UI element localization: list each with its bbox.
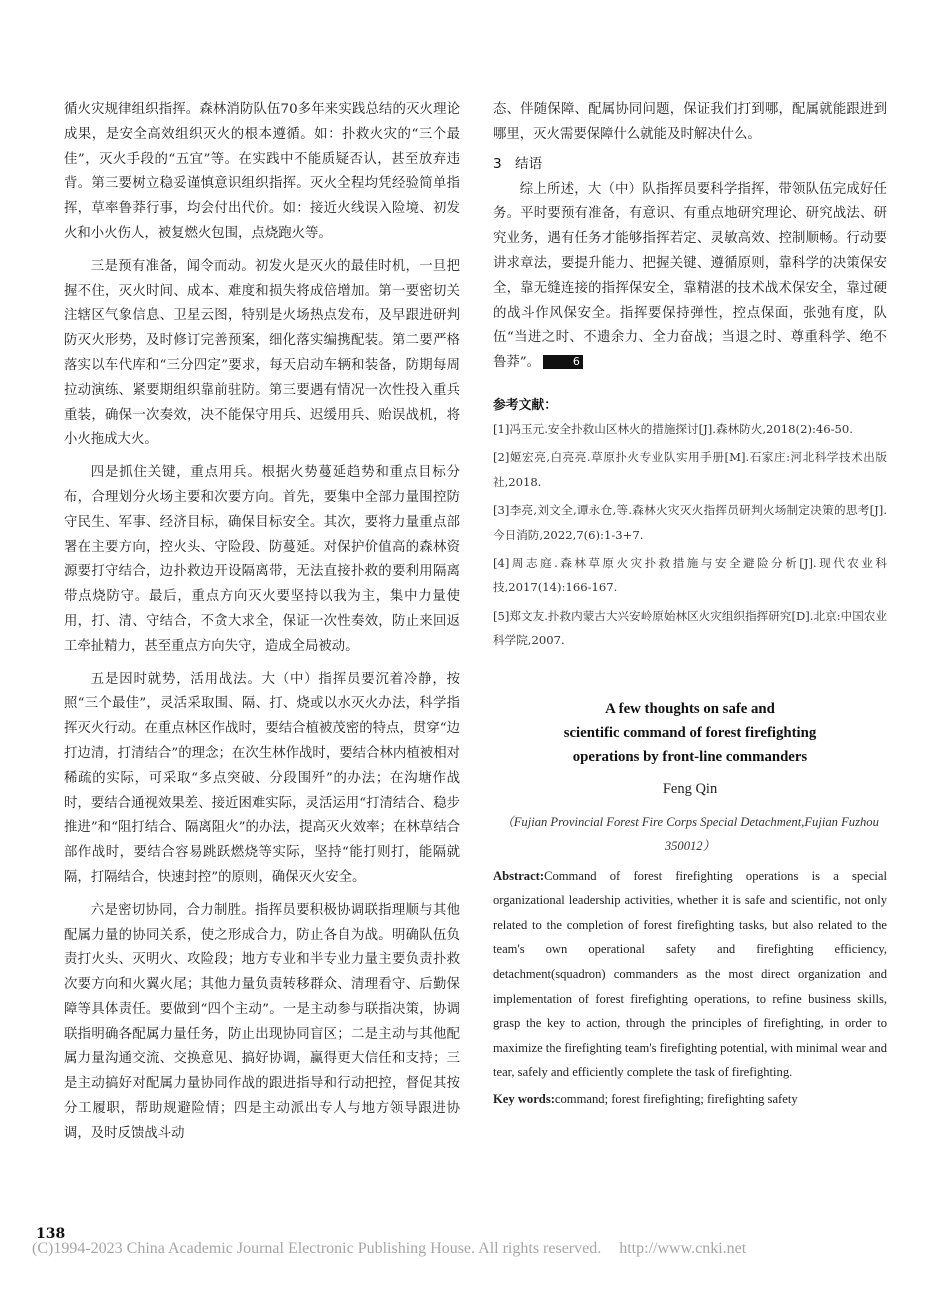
english-title-line: operations by front-line commanders — [572, 748, 808, 765]
english-title-line: A few thoughts on safe and — [605, 700, 775, 717]
references-heading: 参考文献： — [493, 397, 557, 413]
section-heading — [493, 152, 887, 176]
english-keywords — [493, 1087, 887, 1112]
conclusion-text: 综上所述，大（中）队指挥员要科学指挥，带领队伍完成好任务。平时要预有准备，有意识、有重点地研究理论、研究战法、研究业务，遇有任务才能够指挥若定、灵敏高效、控制顺畅。行动要讲求章法，要提升能力、把握关键、遵循原则，靠科学的决策保安全，靠无缝连接的指挥保安全，靠精湛的技术战术保安全，靠过硬的战斗作风保安全。指挥要保持弹性，控点保面，张弛有度，队伍“当进之时、不遗余力、全力奋战；当退之时、尊重科学、绝不鲁莽”。 — [493, 181, 887, 371]
reference-item: [5]郑文友.扑救内蒙古大兴安岭原始林区火灾组织指挥研究[D].北京:中国农业科学院,2007. — [493, 608, 887, 648]
english-affiliation: （Fujian Provincial Forest Fire Corps Special Detachment,Fujian Fuzhou 350012） — [501, 814, 879, 853]
right-column — [493, 98, 887, 1114]
footer-url[interactable]: http://www.cnki.net — [619, 1240, 747, 1257]
english-title-line: scientific command of forest firefighting — [563, 724, 817, 741]
body-paragraph: 六是密切协同，合力制胜。指挥员要积极协调联指理顺与其他配属力量的协同关系，使之形成合力，防止各自为战。明确队伍负责打火头、灭明火、攻险段；地方专业和半专业力量主要负责扑救次要方向和火翼火尾；其他力量负责转移群众、清理看守、后勤保障等具体责任。要做到“四个主动”。一是主动参与联指决策，协调联指明确各配属力量任务，防止出现协同盲区；二是主动与其他配属力量沟通交流、交换意见、搞好协调，赢得更大信任和支持；三是主动搞好对配属力量协同作战的跟进指导和行动把控，督促其按分工履职，帮助规避险情；四是主动派出专人与地方领导跟进协调，及时反馈战斗动 — [64, 902, 460, 1141]
end-mark-icon: 6 — [543, 355, 583, 369]
english-title — [493, 697, 887, 769]
section-number: 3 — [493, 155, 502, 172]
reference-item: [2]姬宏亮,白亮亮.草原扑火专业队实用手册[M].石家庄:河北科学技术出版社,2018. — [493, 450, 887, 489]
reference-item: [1]冯玉元.安全扑救山区林火的措施探讨[J].森林防火,2018(2):46-50. — [493, 421, 853, 436]
continuation-paragraph: 态、伴随保障、配属协同问题，保证我们打到哪，配属就能跟进到哪里，灭火需要保障什么就能及时解决什么。 — [493, 102, 887, 142]
abstract-label: Abstract: — [493, 868, 545, 883]
body-paragraph: 循火灾规律组织指挥。森林消防队伍70多年来实践总结的灭火理论成果，是安全高效组织灭火的根本遵循。如：扑救火灾的“三个最佳”，灭火手段的“五宜”等。在实践中不能质疑否认，甚至放弃违背。第三要树立稳妥谨慎意识组织指挥。灭火全程均凭经验简单指挥，草率鲁莽行事，均会付出代价。如：接近火线误入险境、初发火和小火伤人，被复燃火包围，点烧跑火等。 — [64, 102, 460, 241]
english-abstract — [493, 864, 887, 1085]
body-paragraph: 四是抓住关键，重点用兵。根据火势蔓延趋势和重点目标分布，合理划分火场主要和次要方向。首先，要集中全部力量围控防守民生、军事、经济目标，确保目标安全。其次，要将力量重点部署在主要方向，控火头、守险段、防蔓延。对保护价值高的森林资源要打守结合，边扑救边开设隔离带，无法直接扑救的要利用隔离带点烧防守。最后，重点方向灭火要坚持以我为主，集中力量使用，打、清、守结合，不贪大求全，保证一次性奏效，防止来回返工牵扯精力，甚至重点方向失守，造成全局被动。 — [64, 465, 460, 654]
page-number: 138 — [36, 1226, 66, 1242]
body-paragraph: 三是预有准备，闻令而动。初发火是灭火的最佳时机，一旦把握不住，灭火时间、成本、难度和损失将成倍增加。第一要密切关注辖区气象信息、卫星云图，特别是火场热点发布，及早跟进研判防灭火形势，及时修订完善预案，细化落实编携配装。第二要严格落实以车代库和“三分四定”要求，每天启动车辆和装备，防期每周拉动演练、紧要期组织靠前驻防。第三要遇有情况一次性投入重兵重装，确保一次奏效，决不能保守用兵、迟缓用兵、贻误战机，将小火拖成大火。 — [64, 258, 460, 448]
copyright-footer — [32, 1240, 746, 1258]
left-column — [64, 98, 460, 1147]
reference-item: [4]周志庭.森林草原火灾扑救措施与安全避险分析[J].现代农业科技,2017(14):166-167. — [493, 556, 887, 595]
copyright-text: (C)1994-2023 China Academic Journal Electronic Publishing House. All rights reserved. — [32, 1240, 602, 1257]
abstract-text: Command of forest firefighting operations is a special organizational leadership activities, whether it is safe and scientific, not only related to the completion of forest firefighting tasks, but also related to the team's own operational safety and firefighting efficiency, detachment(squadron) commanders as the most direct organization and implementation of forest firefighting operations, to refine business skills, grasp the key to action, through the principles of firefighting, in order to maximize the firefighting team's firefighting potential, with minimal wear and tear, safely and efficiently complete the task of firefighting. — [493, 868, 887, 1080]
conclusion-paragraph — [493, 178, 887, 376]
section-title: 结语 — [515, 155, 543, 172]
keywords-label: Key words: — [493, 1091, 555, 1106]
english-author: Feng Qin — [662, 780, 718, 797]
body-paragraph: 五是因时就势，活用战法。大（中）指挥员要沉着冷静，按照“三个最佳”，灵活采取围、隔、打、烧或以水灭火办法，科学指挥灭火行动。在重点林区作战时，要结合植被茂密的特点，贯穿“边打边清，打清结合”的理念；在次生林作战时，要结合林内植被相对稀疏的实际，可采取“多点突破、分段围歼”的办法；在沟塘作战时，要结合通视效果差、接近困难实际，灵活运用“打清结合、稳步推进”和“阻打结合、隔离阻火”的办法，提高灭火效率；在林草结合部作战时，要结合容易跳跃燃烧等实际，坚持“能打则打，能隔就隔，打隔结合，快速封控”的原则，确保灭火安全。 — [64, 671, 460, 885]
reference-item: [3]李亮,刘文全,谭永仓,等.森林火灾灭火指挥员研判火场制定决策的思考[J].今日消防,2022,7(6):1-3+7. — [493, 503, 887, 542]
keywords-text: command; forest firefighting; firefighting safety — [554, 1091, 798, 1106]
